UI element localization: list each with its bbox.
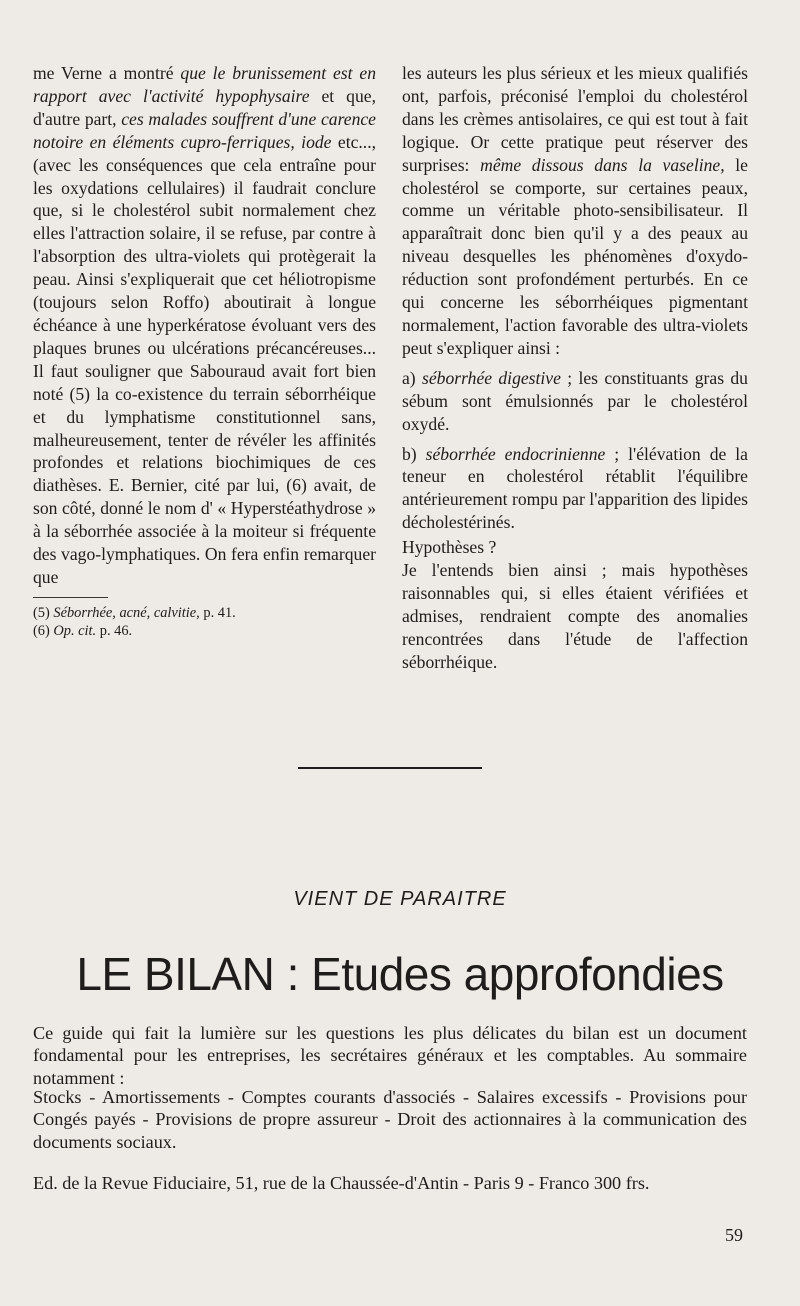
text-run: les auteurs les plus sérieux et les mieux qualifiés ont, parfois, préconisé l'emploi du cholestérol dans les crèmes antisolaires, ce qui est tout à fait logique. Or cette pratique peut réserver des surprises:	[402, 63, 748, 175]
text-run: ; l'élévation de la teneur en cholestérol rétablit l'équilibre antérieurement rompu par l'apparition des lipides décholestérinés.	[402, 443, 748, 533]
text-run: ; les constituants gras du sébum sont émulsionnés par le cholestérol oxydé.	[402, 367, 748, 434]
footnote-title: Séborrhée, acné, calvitie,	[53, 604, 200, 621]
hypotheses-line: Hypothèses ?	[402, 537, 497, 558]
announcement-publisher: Ed. de la Revue Fiduciaire, 51, rue de la Chaussée-d'Antin - Paris 9 - Franco 300 frs.	[33, 1173, 650, 1193]
text-run: me Verne a montré	[33, 63, 181, 83]
item-a	[402, 367, 748, 436]
footnote-page: p. 41.	[199, 604, 236, 621]
text-run: etc..., (avec les conséquences que cela entraîne pour les oxydations cellulaires) il faudrait conclure que, si le cholestérol subit normalement chez elles l'attraction solaire, il se refuse, par contre à l'absorption des ultra-violets qui protègerait la peau. Ainsi s'expliquerait que cet héliotropisme (toujours selon Roffo) aboutirait à longue échéance à une hyperkératose évoluant vers des plaques brunes ou ulcérations précancéreuses... Il faut souligner que Sabouraud avait fort bien noté (5) la co-existence du terrain séborrhéique et du lymphatisme constitutionnel sans, malheureusement, tenter de révéler les affinités profondes et relations biochimiques de ces diathèses. E. Bernier, cité par lui, (6) avait, de son côté, donné le nom d' « Hyperstéathydrose » à la séborrhée associée à la moiteur si fréquente des vago-lymphatiques. On fera enfin remarquer que	[33, 131, 376, 587]
left-column	[33, 62, 376, 640]
footnote-5	[33, 604, 376, 622]
right-intro-paragraph	[402, 62, 748, 360]
italic-run: que le brunissement est en rapport avec l'activité hypophysaire	[33, 63, 376, 106]
announcement-contents: Stocks - Amortissements - Comptes courants d'associés - Salaires excessifs - Provisions pour Congés payés - Provisions de propre assureur - Droit des actionnaires à la communication des documents sociaux.	[33, 1087, 747, 1152]
italic-run: séborrhée digestive	[422, 367, 561, 388]
left-column-text	[33, 62, 376, 589]
section-separator	[298, 767, 482, 769]
italic-run: séborrhée endocrinienne	[425, 443, 606, 464]
footnote-title: Op. cit.	[53, 623, 97, 640]
footnote-number: (5)	[33, 604, 50, 621]
announcement-headline: LE BILAN : Etudes approfondies	[76, 948, 724, 1000]
text-run: le cholestérol se comporte, sur certaines peaux, comme un véritable photo-sensibilisateur. Il apparaîtrait donc bien qu'il y a des peaux au niveau desquelles les phénomènes d'oxydo-réduction sont profondément perturbés. En ce qui concerne les séborrhéiques pigmentant normalement, l'action favorable des ultra-violets peut s'expliquer ainsi :	[402, 154, 748, 358]
page-number: 59	[725, 1225, 743, 1245]
footnote-number: (6)	[33, 623, 50, 640]
announcement-kicker: VIENT DE PARAITRE	[293, 888, 507, 910]
announcement-description: Ce guide qui fait la lumière sur les questions les plus délicates du bilan est un document fondamental pour les entreprises, les secrétaires généraux et les comptables. Au sommaire notamment :	[33, 1023, 747, 1088]
italic-run: ces malades souffrent d'une carence notoire en éléments cupro-ferriques, iode	[33, 108, 376, 152]
italic-run: même dissous dans la vaseline,	[480, 154, 725, 175]
footnote-page: p. 46.	[96, 623, 133, 640]
right-column	[402, 62, 748, 674]
footnote-6	[33, 622, 376, 640]
item-label: a)	[402, 367, 423, 388]
item-b	[402, 443, 748, 535]
footnote-rule	[33, 597, 108, 598]
closing-paragraph: Je l'entends bien ainsi ; mais hypothèses raisonnables qui, si elles étaient vérifiées et admises, rendraient compte des anomalies rencontrées dans l'étude de l'affection séborrhéique.	[402, 560, 748, 672]
footnotes	[33, 604, 376, 641]
item-label: b)	[402, 443, 426, 464]
text-run: et que, d'autre part,	[33, 85, 376, 129]
